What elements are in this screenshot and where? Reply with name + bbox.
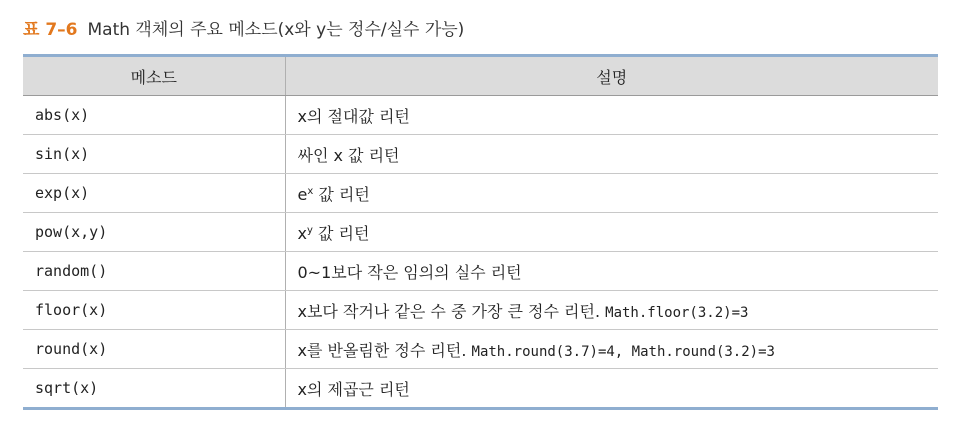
desc-superscript: y <box>306 224 313 236</box>
table-row <box>23 96 938 135</box>
table-row <box>23 252 938 291</box>
description-cell <box>285 291 938 330</box>
description-cell: 0~1보다 작은 임의의 실수 리턴 <box>285 252 938 291</box>
description-cell <box>285 213 938 252</box>
table-row <box>23 213 938 252</box>
description-cell: 싸인 x 값 리턴 <box>285 135 938 174</box>
method-cell: floor(x) <box>23 291 285 330</box>
desc-text: x보다 작거나 같은 수 중 가장 큰 정수 리턴. <box>297 301 601 321</box>
desc-code-example: Math.floor(3.2)=3 <box>605 304 749 321</box>
table-title: Math 객체의 주요 메소드(x와 y는 정수/실수 가능) <box>87 20 465 40</box>
method-cell: random() <box>23 252 285 291</box>
table-number: 표 7–6 <box>23 20 78 40</box>
math-methods-table <box>23 54 938 410</box>
table-row <box>23 174 938 213</box>
table-row <box>23 330 938 369</box>
description-cell <box>285 330 938 369</box>
table-row <box>23 291 938 330</box>
description-cell <box>285 174 938 213</box>
method-cell: sin(x) <box>23 135 285 174</box>
desc-base: e <box>297 184 308 204</box>
method-cell: exp(x) <box>23 174 285 213</box>
description-cell: x의 제곱근 리턴 <box>285 369 938 409</box>
header-method: 메소드 <box>23 56 285 96</box>
desc-superscript: x <box>307 185 314 197</box>
table-caption <box>23 18 464 42</box>
method-cell: sqrt(x) <box>23 369 285 409</box>
desc-code-example: Math.round(3.7)=4, Math.round(3.2)=3 <box>471 343 775 360</box>
description-cell: x의 절대값 리턴 <box>285 96 938 135</box>
method-cell: abs(x) <box>23 96 285 135</box>
table-row <box>23 369 938 409</box>
method-cell: round(x) <box>23 330 285 369</box>
desc-rest: 값 리턴 <box>313 184 370 204</box>
table-row <box>23 135 938 174</box>
desc-text: x를 반올림한 정수 리턴. <box>297 340 467 360</box>
header-description: 설명 <box>285 56 938 96</box>
desc-rest: 값 리턴 <box>312 223 370 243</box>
desc-base: x <box>297 223 307 243</box>
header-row <box>23 56 938 96</box>
method-cell: pow(x,y) <box>23 213 285 252</box>
